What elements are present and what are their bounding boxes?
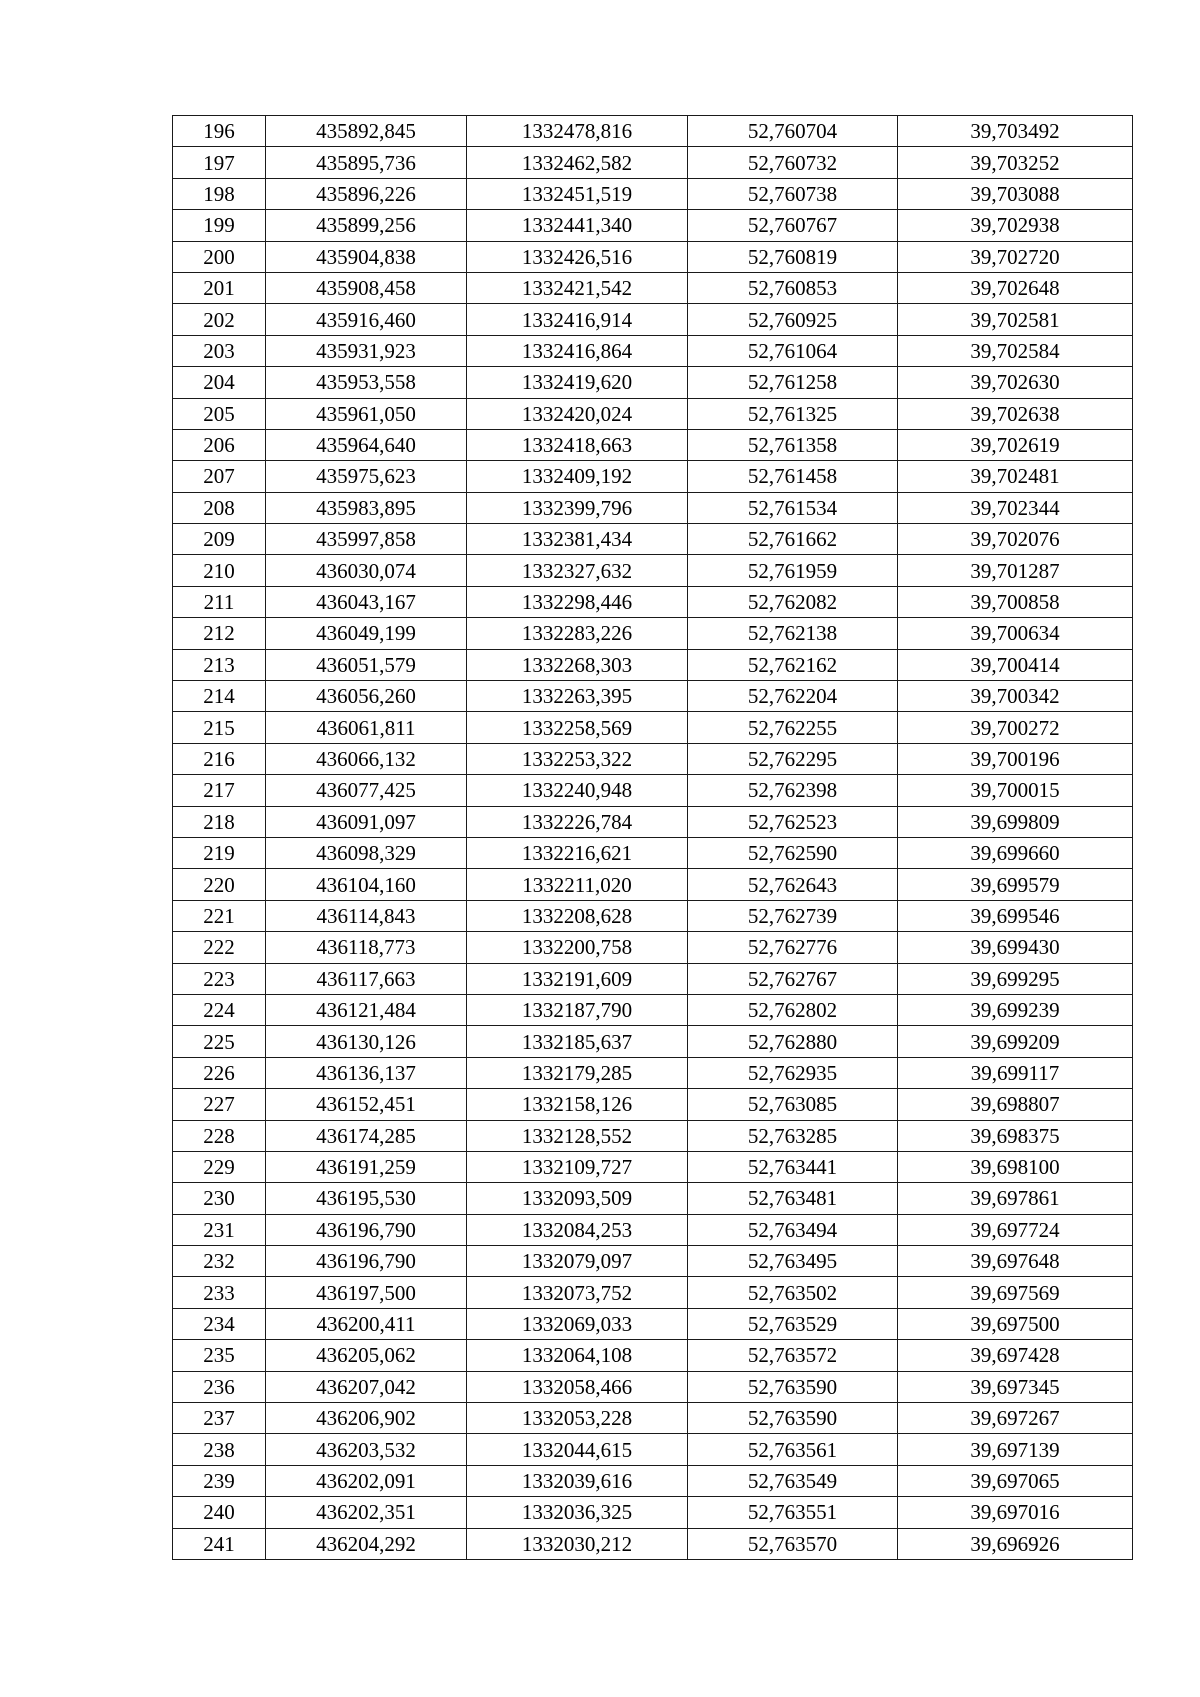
point-number-cell: 219 (173, 837, 266, 868)
x-coordinate-cell: 436196,790 (266, 1214, 467, 1245)
x-coordinate-cell: 436207,042 (266, 1371, 467, 1402)
x-coordinate-cell: 436174,285 (266, 1120, 467, 1151)
table-row (173, 1434, 1133, 1465)
table-row (173, 1528, 1133, 1559)
latitude-cell: 52,762295 (688, 743, 898, 774)
latitude-cell: 52,760704 (688, 116, 898, 147)
table-row (173, 649, 1133, 680)
longitude-cell: 39,703088 (898, 178, 1133, 209)
x-coordinate-cell: 435899,256 (266, 210, 467, 241)
longitude-cell: 39,702076 (898, 524, 1133, 555)
x-coordinate-cell: 435904,838 (266, 241, 467, 272)
point-number-cell: 234 (173, 1308, 266, 1339)
longitude-cell: 39,701287 (898, 555, 1133, 586)
table-row (173, 304, 1133, 335)
y-coordinate-cell: 1332283,226 (467, 618, 688, 649)
point-number-cell: 228 (173, 1120, 266, 1151)
latitude-cell: 52,763495 (688, 1246, 898, 1277)
y-coordinate-cell: 1332253,322 (467, 743, 688, 774)
x-coordinate-cell: 436043,167 (266, 586, 467, 617)
y-coordinate-cell: 1332109,727 (467, 1151, 688, 1182)
x-coordinate-cell: 436197,500 (266, 1277, 467, 1308)
table-row (173, 555, 1133, 586)
y-coordinate-cell: 1332268,303 (467, 649, 688, 680)
y-coordinate-cell: 1332191,609 (467, 963, 688, 994)
y-coordinate-cell: 1332409,192 (467, 461, 688, 492)
longitude-cell: 39,702481 (898, 461, 1133, 492)
x-coordinate-cell: 435892,845 (266, 116, 467, 147)
point-number-cell: 239 (173, 1465, 266, 1496)
y-coordinate-cell: 1332416,864 (467, 335, 688, 366)
x-coordinate-cell: 436202,091 (266, 1465, 467, 1496)
table-row (173, 1465, 1133, 1496)
y-coordinate-cell: 1332069,033 (467, 1308, 688, 1339)
x-coordinate-cell: 436061,811 (266, 712, 467, 743)
longitude-cell: 39,697724 (898, 1214, 1133, 1245)
point-number-cell: 206 (173, 429, 266, 460)
point-number-cell: 231 (173, 1214, 266, 1245)
point-number-cell: 221 (173, 900, 266, 931)
point-number-cell: 204 (173, 367, 266, 398)
table-row (173, 994, 1133, 1025)
y-coordinate-cell: 1332381,434 (467, 524, 688, 555)
longitude-cell: 39,703252 (898, 147, 1133, 178)
table-row (173, 681, 1133, 712)
longitude-cell: 39,699660 (898, 837, 1133, 868)
y-coordinate-cell: 1332216,621 (467, 837, 688, 868)
longitude-cell: 39,703492 (898, 116, 1133, 147)
y-coordinate-cell: 1332441,340 (467, 210, 688, 241)
latitude-cell: 52,762138 (688, 618, 898, 649)
latitude-cell: 52,762802 (688, 994, 898, 1025)
latitude-cell: 52,762162 (688, 649, 898, 680)
point-number-cell: 210 (173, 555, 266, 586)
table-row (173, 524, 1133, 555)
latitude-cell: 52,762767 (688, 963, 898, 994)
latitude-cell: 52,761662 (688, 524, 898, 555)
y-coordinate-cell: 1332298,446 (467, 586, 688, 617)
longitude-cell: 39,700015 (898, 775, 1133, 806)
x-coordinate-cell: 436121,484 (266, 994, 467, 1025)
table-row (173, 1120, 1133, 1151)
table-row (173, 1277, 1133, 1308)
y-coordinate-cell: 1332128,552 (467, 1120, 688, 1151)
longitude-cell: 39,698807 (898, 1089, 1133, 1120)
table-row (173, 210, 1133, 241)
y-coordinate-cell: 1332053,228 (467, 1403, 688, 1434)
y-coordinate-cell: 1332179,285 (467, 1057, 688, 1088)
y-coordinate-cell: 1332421,542 (467, 272, 688, 303)
x-coordinate-cell: 435931,923 (266, 335, 467, 366)
longitude-cell: 39,697065 (898, 1465, 1133, 1496)
y-coordinate-cell: 1332240,948 (467, 775, 688, 806)
latitude-cell: 52,763494 (688, 1214, 898, 1245)
longitude-cell: 39,702619 (898, 429, 1133, 460)
x-coordinate-cell: 436202,351 (266, 1497, 467, 1528)
latitude-cell: 52,763572 (688, 1340, 898, 1371)
x-coordinate-cell: 436091,097 (266, 806, 467, 837)
table-row (173, 869, 1133, 900)
point-number-cell: 222 (173, 932, 266, 963)
y-coordinate-cell: 1332064,108 (467, 1340, 688, 1371)
point-number-cell: 211 (173, 586, 266, 617)
table-row (173, 963, 1133, 994)
y-coordinate-cell: 1332418,663 (467, 429, 688, 460)
y-coordinate-cell: 1332420,024 (467, 398, 688, 429)
table-row (173, 116, 1133, 147)
y-coordinate-cell: 1332226,784 (467, 806, 688, 837)
y-coordinate-cell: 1332030,212 (467, 1528, 688, 1559)
y-coordinate-cell: 1332451,519 (467, 178, 688, 209)
table-row (173, 272, 1133, 303)
table-row (173, 1403, 1133, 1434)
x-coordinate-cell: 435964,640 (266, 429, 467, 460)
longitude-cell: 39,700414 (898, 649, 1133, 680)
latitude-cell: 52,762776 (688, 932, 898, 963)
longitude-cell: 39,697569 (898, 1277, 1133, 1308)
table-row (173, 241, 1133, 272)
table-row (173, 1340, 1133, 1371)
point-number-cell: 241 (173, 1528, 266, 1559)
y-coordinate-cell: 1332093,509 (467, 1183, 688, 1214)
longitude-cell: 39,699809 (898, 806, 1133, 837)
point-number-cell: 240 (173, 1497, 266, 1528)
point-number-cell: 224 (173, 994, 266, 1025)
point-number-cell: 217 (173, 775, 266, 806)
table-row (173, 367, 1133, 398)
x-coordinate-cell: 436196,790 (266, 1246, 467, 1277)
point-number-cell: 226 (173, 1057, 266, 1088)
point-number-cell: 207 (173, 461, 266, 492)
longitude-cell: 39,702344 (898, 492, 1133, 523)
coordinates-table-body (173, 116, 1133, 1560)
longitude-cell: 39,697267 (898, 1403, 1133, 1434)
x-coordinate-cell: 435997,858 (266, 524, 467, 555)
y-coordinate-cell: 1332079,097 (467, 1246, 688, 1277)
x-coordinate-cell: 436117,663 (266, 963, 467, 994)
table-row (173, 1497, 1133, 1528)
longitude-cell: 39,697428 (898, 1340, 1133, 1371)
y-coordinate-cell: 1332185,637 (467, 1026, 688, 1057)
table-row (173, 1057, 1133, 1088)
point-number-cell: 218 (173, 806, 266, 837)
y-coordinate-cell: 1332462,582 (467, 147, 688, 178)
latitude-cell: 52,762739 (688, 900, 898, 931)
longitude-cell: 39,700342 (898, 681, 1133, 712)
x-coordinate-cell: 436051,579 (266, 649, 467, 680)
point-number-cell: 220 (173, 869, 266, 900)
point-number-cell: 216 (173, 743, 266, 774)
y-coordinate-cell: 1332211,020 (467, 869, 688, 900)
x-coordinate-cell: 436191,259 (266, 1151, 467, 1182)
y-coordinate-cell: 1332263,395 (467, 681, 688, 712)
y-coordinate-cell: 1332158,126 (467, 1089, 688, 1120)
longitude-cell: 39,702584 (898, 335, 1133, 366)
y-coordinate-cell: 1332416,914 (467, 304, 688, 335)
latitude-cell: 52,763285 (688, 1120, 898, 1151)
point-number-cell: 223 (173, 963, 266, 994)
latitude-cell: 52,762643 (688, 869, 898, 900)
point-number-cell: 196 (173, 116, 266, 147)
point-number-cell: 197 (173, 147, 266, 178)
table-row (173, 775, 1133, 806)
x-coordinate-cell: 436077,425 (266, 775, 467, 806)
point-number-cell: 208 (173, 492, 266, 523)
longitude-cell: 39,699209 (898, 1026, 1133, 1057)
longitude-cell: 39,702648 (898, 272, 1133, 303)
longitude-cell: 39,702720 (898, 241, 1133, 272)
table-row (173, 492, 1133, 523)
latitude-cell: 52,760819 (688, 241, 898, 272)
y-coordinate-cell: 1332426,516 (467, 241, 688, 272)
point-number-cell: 205 (173, 398, 266, 429)
point-number-cell: 215 (173, 712, 266, 743)
x-coordinate-cell: 435896,226 (266, 178, 467, 209)
x-coordinate-cell: 435953,558 (266, 367, 467, 398)
latitude-cell: 52,760738 (688, 178, 898, 209)
longitude-cell: 39,699117 (898, 1057, 1133, 1088)
table-row (173, 618, 1133, 649)
y-coordinate-cell: 1332039,616 (467, 1465, 688, 1496)
latitude-cell: 52,761325 (688, 398, 898, 429)
longitude-cell: 39,697648 (898, 1246, 1133, 1277)
point-number-cell: 199 (173, 210, 266, 241)
x-coordinate-cell: 435916,460 (266, 304, 467, 335)
table-row (173, 586, 1133, 617)
point-number-cell: 225 (173, 1026, 266, 1057)
point-number-cell: 236 (173, 1371, 266, 1402)
point-number-cell: 213 (173, 649, 266, 680)
latitude-cell: 52,760925 (688, 304, 898, 335)
table-row (173, 1308, 1133, 1339)
table-row (173, 1371, 1133, 1402)
y-coordinate-cell: 1332399,796 (467, 492, 688, 523)
x-coordinate-cell: 436200,411 (266, 1308, 467, 1339)
table-row (173, 1246, 1133, 1277)
y-coordinate-cell: 1332084,253 (467, 1214, 688, 1245)
table-row (173, 900, 1133, 931)
y-coordinate-cell: 1332258,569 (467, 712, 688, 743)
x-coordinate-cell: 436136,137 (266, 1057, 467, 1088)
point-number-cell: 212 (173, 618, 266, 649)
point-number-cell: 229 (173, 1151, 266, 1182)
latitude-cell: 52,762398 (688, 775, 898, 806)
longitude-cell: 39,697345 (898, 1371, 1133, 1402)
x-coordinate-cell: 435983,895 (266, 492, 467, 523)
point-number-cell: 209 (173, 524, 266, 555)
table-row (173, 335, 1133, 366)
latitude-cell: 52,761458 (688, 461, 898, 492)
latitude-cell: 52,762082 (688, 586, 898, 617)
point-number-cell: 202 (173, 304, 266, 335)
latitude-cell: 52,763561 (688, 1434, 898, 1465)
y-coordinate-cell: 1332419,620 (467, 367, 688, 398)
table-row (173, 1183, 1133, 1214)
latitude-cell: 52,763502 (688, 1277, 898, 1308)
coordinates-table (172, 115, 1133, 1560)
latitude-cell: 52,760732 (688, 147, 898, 178)
latitude-cell: 52,763570 (688, 1528, 898, 1559)
x-coordinate-cell: 435895,736 (266, 147, 467, 178)
longitude-cell: 39,702938 (898, 210, 1133, 241)
latitude-cell: 52,761534 (688, 492, 898, 523)
longitude-cell: 39,699295 (898, 963, 1133, 994)
latitude-cell: 52,761358 (688, 429, 898, 460)
longitude-cell: 39,702638 (898, 398, 1133, 429)
longitude-cell: 39,697500 (898, 1308, 1133, 1339)
longitude-cell: 39,700634 (898, 618, 1133, 649)
y-coordinate-cell: 1332187,790 (467, 994, 688, 1025)
x-coordinate-cell: 436056,260 (266, 681, 467, 712)
y-coordinate-cell: 1332327,632 (467, 555, 688, 586)
latitude-cell: 52,763441 (688, 1151, 898, 1182)
longitude-cell: 39,700272 (898, 712, 1133, 743)
latitude-cell: 52,763590 (688, 1371, 898, 1402)
point-number-cell: 232 (173, 1246, 266, 1277)
longitude-cell: 39,702581 (898, 304, 1133, 335)
point-number-cell: 237 (173, 1403, 266, 1434)
table-row (173, 743, 1133, 774)
latitude-cell: 52,760853 (688, 272, 898, 303)
longitude-cell: 39,696926 (898, 1528, 1133, 1559)
table-row (173, 147, 1133, 178)
point-number-cell: 238 (173, 1434, 266, 1465)
longitude-cell: 39,698100 (898, 1151, 1133, 1182)
x-coordinate-cell: 436118,773 (266, 932, 467, 963)
longitude-cell: 39,700196 (898, 743, 1133, 774)
longitude-cell: 39,697139 (898, 1434, 1133, 1465)
latitude-cell: 52,761959 (688, 555, 898, 586)
latitude-cell: 52,762204 (688, 681, 898, 712)
table-row (173, 1151, 1133, 1182)
x-coordinate-cell: 436049,199 (266, 618, 467, 649)
point-number-cell: 233 (173, 1277, 266, 1308)
longitude-cell: 39,702630 (898, 367, 1133, 398)
y-coordinate-cell: 1332208,628 (467, 900, 688, 931)
x-coordinate-cell: 436030,074 (266, 555, 467, 586)
x-coordinate-cell: 436152,451 (266, 1089, 467, 1120)
table-row (173, 398, 1133, 429)
x-coordinate-cell: 436206,902 (266, 1403, 467, 1434)
table-row (173, 837, 1133, 868)
x-coordinate-cell: 436114,843 (266, 900, 467, 931)
longitude-cell: 39,699239 (898, 994, 1133, 1025)
x-coordinate-cell: 436203,532 (266, 1434, 467, 1465)
x-coordinate-cell: 436195,530 (266, 1183, 467, 1214)
table-row (173, 1214, 1133, 1245)
x-coordinate-cell: 435961,050 (266, 398, 467, 429)
latitude-cell: 52,763551 (688, 1497, 898, 1528)
point-number-cell: 227 (173, 1089, 266, 1120)
x-coordinate-cell: 436205,062 (266, 1340, 467, 1371)
x-coordinate-cell: 436104,160 (266, 869, 467, 900)
table-row (173, 712, 1133, 743)
y-coordinate-cell: 1332058,466 (467, 1371, 688, 1402)
latitude-cell: 52,763529 (688, 1308, 898, 1339)
point-number-cell: 198 (173, 178, 266, 209)
x-coordinate-cell: 435975,623 (266, 461, 467, 492)
latitude-cell: 52,762255 (688, 712, 898, 743)
y-coordinate-cell: 1332044,615 (467, 1434, 688, 1465)
longitude-cell: 39,700858 (898, 586, 1133, 617)
longitude-cell: 39,699579 (898, 869, 1133, 900)
table-row (173, 806, 1133, 837)
table-row (173, 932, 1133, 963)
point-number-cell: 200 (173, 241, 266, 272)
point-number-cell: 230 (173, 1183, 266, 1214)
point-number-cell: 203 (173, 335, 266, 366)
point-number-cell: 214 (173, 681, 266, 712)
latitude-cell: 52,762880 (688, 1026, 898, 1057)
latitude-cell: 52,762590 (688, 837, 898, 868)
y-coordinate-cell: 1332073,752 (467, 1277, 688, 1308)
x-coordinate-cell: 436066,132 (266, 743, 467, 774)
latitude-cell: 52,763549 (688, 1465, 898, 1496)
longitude-cell: 39,697861 (898, 1183, 1133, 1214)
table-row (173, 429, 1133, 460)
x-coordinate-cell: 436098,329 (266, 837, 467, 868)
point-number-cell: 201 (173, 272, 266, 303)
y-coordinate-cell: 1332200,758 (467, 932, 688, 963)
latitude-cell: 52,760767 (688, 210, 898, 241)
latitude-cell: 52,761064 (688, 335, 898, 366)
y-coordinate-cell: 1332478,816 (467, 116, 688, 147)
point-number-cell: 235 (173, 1340, 266, 1371)
latitude-cell: 52,763481 (688, 1183, 898, 1214)
table-row (173, 1089, 1133, 1120)
latitude-cell: 52,763590 (688, 1403, 898, 1434)
y-coordinate-cell: 1332036,325 (467, 1497, 688, 1528)
latitude-cell: 52,762523 (688, 806, 898, 837)
x-coordinate-cell: 436130,126 (266, 1026, 467, 1057)
table-row (173, 461, 1133, 492)
latitude-cell: 52,763085 (688, 1089, 898, 1120)
latitude-cell: 52,761258 (688, 367, 898, 398)
longitude-cell: 39,697016 (898, 1497, 1133, 1528)
longitude-cell: 39,698375 (898, 1120, 1133, 1151)
table-row (173, 1026, 1133, 1057)
latitude-cell: 52,762935 (688, 1057, 898, 1088)
x-coordinate-cell: 436204,292 (266, 1528, 467, 1559)
x-coordinate-cell: 435908,458 (266, 272, 467, 303)
table-row (173, 178, 1133, 209)
longitude-cell: 39,699430 (898, 932, 1133, 963)
longitude-cell: 39,699546 (898, 900, 1133, 931)
